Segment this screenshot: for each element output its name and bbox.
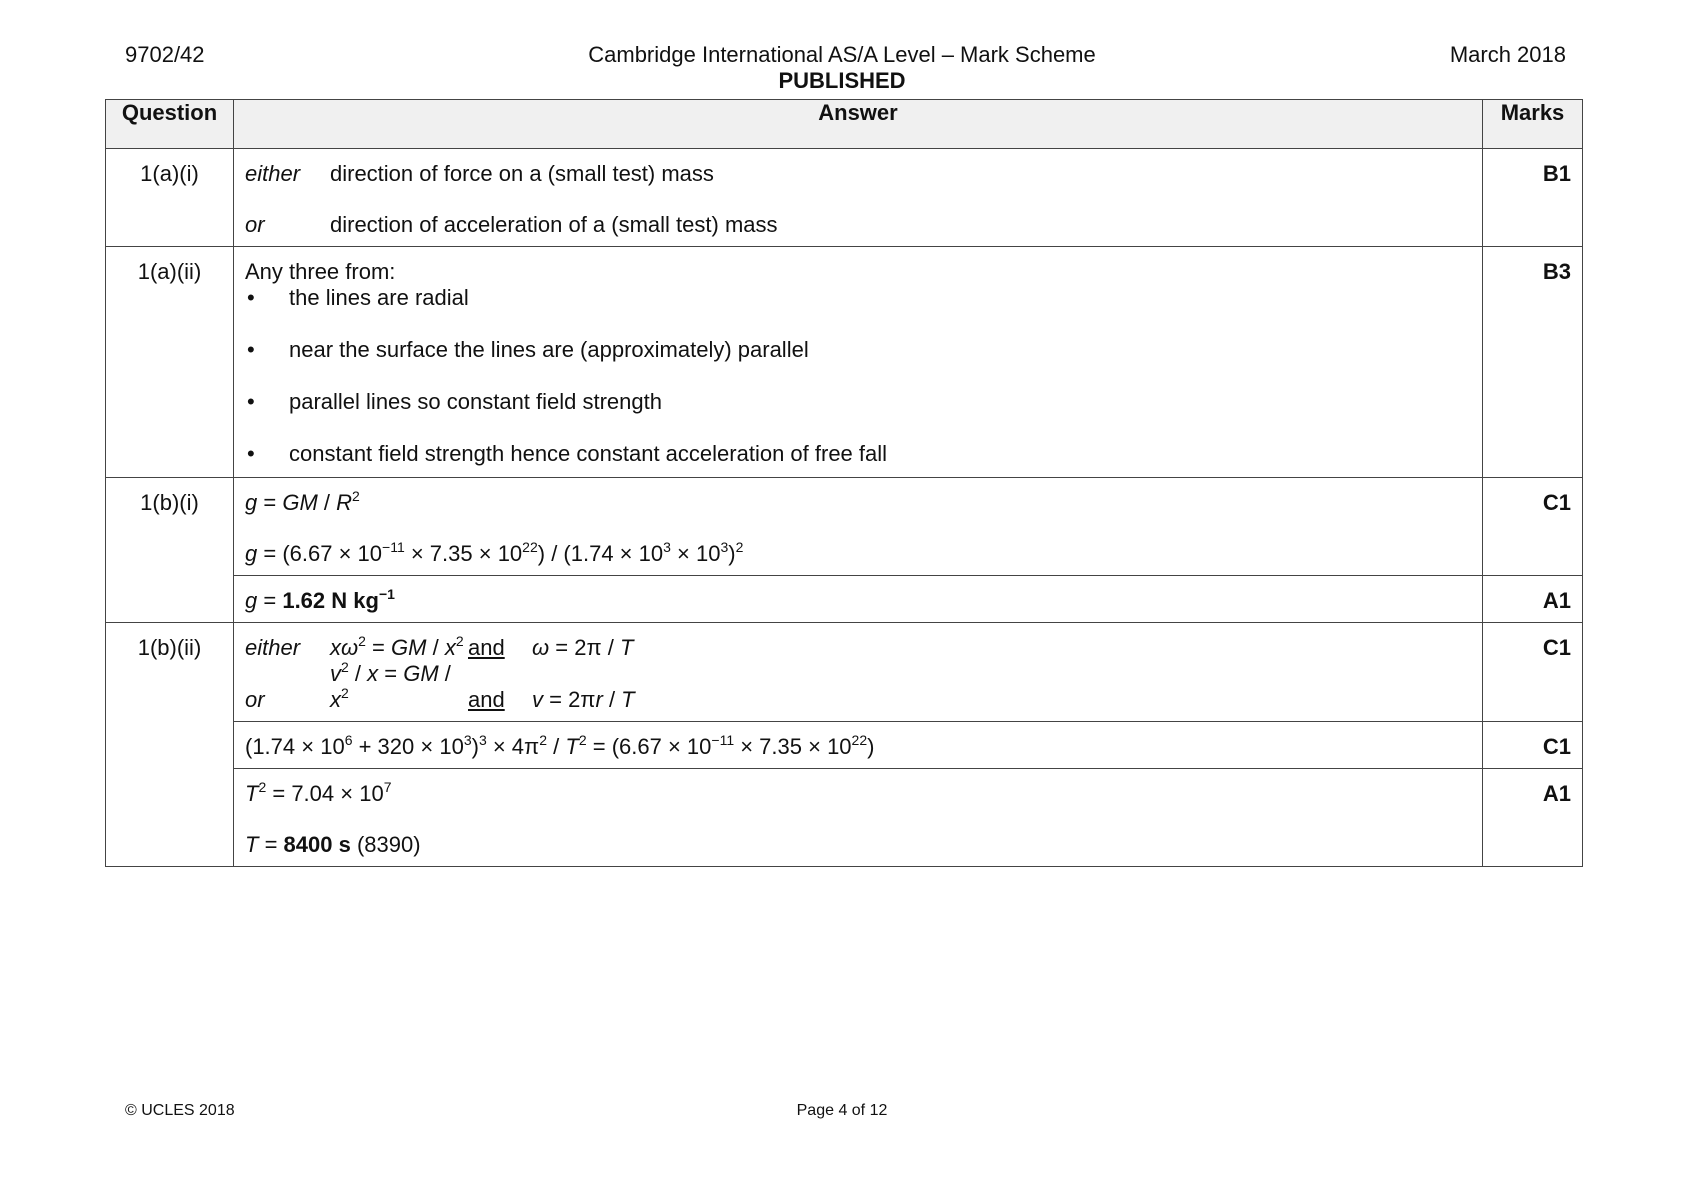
bullet-icon: •: [247, 337, 255, 362]
table-row: [106, 478, 1583, 576]
final-answer: T = 8400 s (8390): [245, 832, 421, 857]
either-label: either: [245, 635, 301, 660]
mark-cell: C1: [1483, 478, 1583, 576]
equation: $(1.74 \times 10^6 + 320 \times 10^3)^3 \times 4\pi^2 / T^2 = (6.67 \times 10^{-11} \times 7.35 \times 10^{22})$: [245, 732, 875, 759]
table-row: [106, 769, 1583, 867]
mark-cell: B1: [1483, 149, 1583, 247]
or-label: or: [245, 212, 265, 237]
document-title: Cambridge International AS/A Level – Mark Scheme: [588, 42, 1096, 67]
paper-code: 9702/42: [125, 42, 205, 67]
mark-scheme-table: [105, 99, 1583, 867]
table-header-row: [106, 100, 1583, 149]
equation: ω = 2π / T: [532, 635, 634, 660]
table-row: [106, 576, 1583, 623]
page-number: Page 4 of 12: [796, 1102, 888, 1119]
question-number: 1(a)(i): [106, 149, 234, 247]
final-answer: g = 1.62 N $kg^{-1}$: [245, 586, 395, 613]
question-number: 1(b)(ii): [106, 623, 234, 867]
bullet-icon: •: [247, 441, 255, 466]
equation: $T^2 = 7.04 \times 10^7$: [245, 779, 392, 806]
answer-cell: [234, 478, 1483, 576]
question-number: 1(b)(i): [106, 478, 234, 623]
copyright-notice: © UCLES 2018: [125, 1102, 235, 1119]
answer-cell: [234, 769, 1483, 867]
equation: v = 2πr / T: [532, 687, 635, 712]
bullet-icon: •: [247, 389, 255, 414]
exam-date: March 2018: [1449, 42, 1566, 67]
table-row: [106, 247, 1583, 478]
equation: $v^2$ / x = GM / $x^2$: [330, 659, 451, 712]
published-label: PUBLISHED: [778, 68, 906, 93]
mark-cell: C1: [1483, 722, 1583, 769]
equation: g = GM / $R^2$: [245, 488, 360, 515]
answer-cell: [234, 623, 1483, 722]
equation: $x\omega^2$ = GM / $x^2$: [330, 633, 464, 660]
column-header-marks: Marks: [1483, 100, 1583, 149]
and-label: and: [468, 687, 505, 712]
mark-cell: C1: [1483, 623, 1583, 722]
answer-text: direction of acceleration of a (small test) mass: [330, 212, 778, 237]
either-label: either: [245, 161, 301, 186]
question-number: 1(a)(ii): [106, 247, 234, 478]
table-row: [106, 623, 1583, 722]
bullet-text: near the surface the lines are (approximately) parallel: [289, 337, 809, 362]
answer-cell: [234, 247, 1483, 478]
bullet-icon: •: [247, 285, 255, 310]
column-header-question: Question: [106, 100, 234, 149]
mark-cell: A1: [1483, 576, 1583, 623]
mark-cell: B3: [1483, 247, 1583, 478]
bullet-text: constant field strength hence constant acceleration of free fall: [289, 441, 888, 466]
answer-intro: Any three from:: [245, 259, 396, 284]
answer-cell: [234, 149, 1483, 247]
or-label: or: [245, 687, 265, 712]
bullet-text: the lines are radial: [289, 285, 469, 310]
bullet-text: parallel lines so constant field strength: [289, 389, 662, 414]
answer-cell: [234, 722, 1483, 769]
column-header-answer: Answer: [234, 100, 1483, 149]
equation: $g = (6.67 \times 10^{-11} \times 7.35 \times 10^{22}) / (1.74 \times 10^3 \times 10^3)^2$: [245, 539, 744, 566]
table-row: [106, 149, 1583, 247]
table-row: [106, 722, 1583, 769]
answer-cell: [234, 576, 1483, 623]
mark-cell: A1: [1483, 769, 1583, 867]
and-label: and: [468, 635, 505, 660]
document-header: [0, 42, 1684, 94]
answer-text: direction of force on a (small test) mass: [330, 161, 714, 186]
